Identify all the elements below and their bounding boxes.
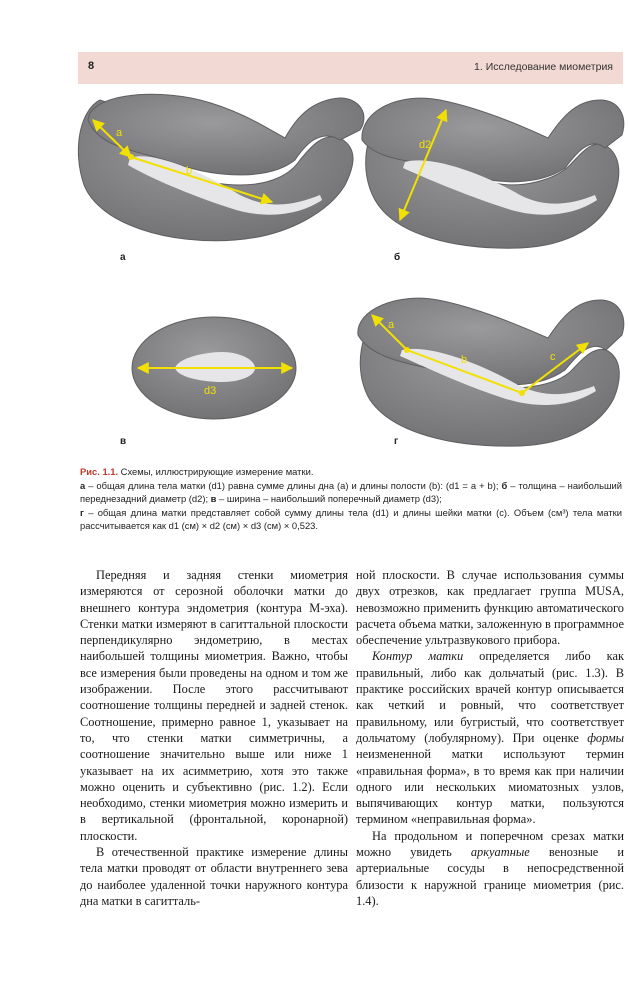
- caption-title-text: Схемы, иллюстрирующие измерение матки.: [118, 466, 314, 477]
- panel-label-a: а: [120, 252, 126, 263]
- body-paragraph: [356, 648, 624, 827]
- measure-label-d3: d3: [204, 385, 217, 397]
- chapter-title: 1. Исследование миометрия: [474, 61, 613, 73]
- body-paragraph: В отечественной практике измерение длины тела матки проводят от области внутреннего зева до наиболее удаленной точки наружного контура дна матки в сагитталь-: [80, 845, 348, 908]
- panel-label-b: б: [394, 252, 401, 263]
- panel-label-v: в: [120, 436, 127, 447]
- body-text: определяется либо как правильный, либо как дольчатый (рис. 1.3). В практике российских врачей контур описывается как четкий и ровный, что соответствует правильному, или бугристый, что соответствует дольчатому (лобулярному). При оценке: [356, 649, 624, 745]
- panel-b-drawing: [362, 98, 624, 248]
- junction-point-g1: [404, 347, 410, 353]
- body-text: венозные и артериальные сосуды в непосредственной близости к наружной границе миометрия (рис. 1.4).: [356, 845, 625, 908]
- body-text: На продольном и поперечном срезах матки можно увидеть: [356, 828, 624, 860]
- measure-label-d2: d2: [419, 139, 432, 151]
- caption-key-v: в: [210, 493, 217, 504]
- measure-label-g-a: a: [388, 319, 395, 331]
- page-number: 8: [88, 60, 95, 72]
- caption-key-a: а: [80, 479, 86, 491]
- uterus-measurement-figure: [0, 0, 628, 460]
- panel-label-g: г: [394, 436, 399, 447]
- caption-body: [80, 479, 622, 533]
- panel-v-drawing: [132, 317, 296, 419]
- caption-text-a: – общая длина тела матки (d1) равна сумме длины дна (a) и длины полости (b): (d1 = a + b);: [85, 479, 502, 491]
- caption-key-g: г: [80, 506, 84, 518]
- measure-label-g-c: c: [550, 351, 556, 363]
- caption-text-g: – общая длина матки представляет собой сумму длины тела (d1) и длины шейки матки (c). Объем (см³) тела матки рассчитывается как d1 (см) × d2 (см) × d3 (см) × 0,523.: [80, 506, 622, 531]
- body-column-left: [80, 567, 348, 909]
- junction-point-a: [128, 154, 134, 160]
- panel-a-drawing: [78, 94, 364, 240]
- italic-term: формы: [587, 730, 624, 745]
- italic-term: Контур матки: [372, 649, 464, 664]
- body-paragraph: Передняя и задняя стенки миометрия измеряются от серозной оболочки матки до внешнего контура эндометрия (контура М-эха). Стенки матки измеряют в сагиттальной плоскости перпендикулярно эндометрию, в местах наибольшей толщины миометрия. Важно, чтобы все измерения были проведены на одном и том же изображении. После этого рассчитывают соотношение толщины передней и задней стенок. Соотношение, примерно равное 1, указывает на то, что стенки матки симметричны, а соотношение значительно выше или ниже 1 указывает на их асимметрию, хотя это также можно оценить и субъективно (рис. 1.2). Если необходимо, стенки миометрия можно измерить и в вертикальной (фронтальной, коронарной) плоскости.: [80, 568, 348, 843]
- italic-term: аркуатные: [470, 845, 530, 860]
- junction-point-g2: [519, 390, 525, 396]
- caption-title-line: [80, 465, 622, 479]
- measure-label-g-b: b: [461, 354, 468, 366]
- figure-caption: [80, 465, 622, 533]
- caption-key-b: б: [501, 479, 508, 491]
- measure-label-a: a: [116, 127, 123, 139]
- caption-text-v: – ширина – наибольший поперечный диаметр (d3);: [216, 493, 442, 504]
- body-text: неизмененной матки используют термин «правильная форма», в то время как при наличии одного или нескольких миоматозных узлов, выпячивающих контур матки, пользуются термином «неправильная форма».: [356, 747, 624, 827]
- body-column-right: [356, 567, 624, 909]
- caption-text-b: – толщина – наибольший переднезадний диаметр (d2);: [80, 479, 623, 504]
- caption-title: Рис. 1.1.: [80, 466, 119, 477]
- body-paragraph: ной плоскости. В случае использования суммы двух отрезков, как предлагает группа MUSA, невозможно применить функцию автоматического расчета объема матки, заложенную в программное обеспечение ультразвукового прибора.: [356, 568, 624, 648]
- panel-g-drawing: [358, 298, 624, 446]
- measure-label-b: b: [186, 165, 193, 177]
- body-paragraph: [356, 828, 624, 909]
